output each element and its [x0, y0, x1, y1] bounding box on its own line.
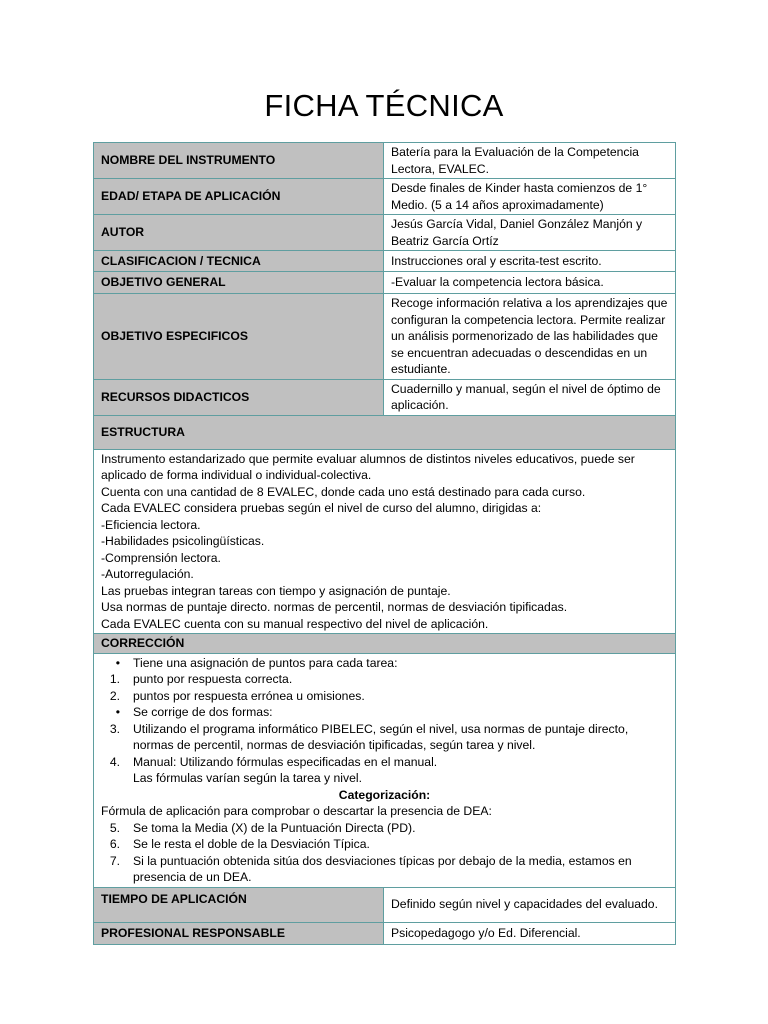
- row-label: OBJETIVO ESPECIFICOS: [94, 294, 384, 380]
- list-text: Se le resta el doble de la Desviación Típica.: [133, 837, 370, 851]
- list-text: Manual: Utilizando fórmulas especificadas en el manual.: [133, 754, 438, 769]
- table-row: [94, 179, 676, 215]
- estructura-line: Cada EVALEC considera pruebas según el nivel de curso del alumno, dirigidas a:: [101, 501, 542, 515]
- estructura-line: Las pruebas integran tareas con tiempo y asignación de puntaje.: [101, 583, 451, 598]
- list-item: [101, 671, 668, 688]
- list-text: Utilizando el programa informático PIBELEC, según el nivel, usa normas de puntaje directo, normas de percentil, normas de desviación tipificadas, según tarea y nivel.: [133, 721, 629, 752]
- row-label: TIEMPO DE APLICACIÓN: [94, 887, 384, 922]
- list-item: [101, 770, 668, 787]
- list-text: punto por respuesta correcta.: [133, 672, 293, 686]
- section-header-row: [94, 415, 676, 449]
- row-value: Batería para la Evaluación de la Competencia Lectora, EVALEC.: [384, 143, 676, 179]
- row-value: Cuadernillo y manual, según el nivel de óptimo de aplicación.: [384, 379, 676, 415]
- row-label: OBJETIVO GENERAL: [94, 272, 384, 294]
- categorizacion-intro: Fórmula de aplicación para comprobar o descartar la presencia de DEA:: [101, 804, 492, 818]
- table-row: [94, 922, 676, 944]
- ficha-table: [93, 142, 676, 945]
- estructura-line: -Eficiencia lectora.: [101, 517, 201, 532]
- row-label: NOMBRE DEL INSTRUMENTO: [94, 143, 384, 179]
- estructura-line: Usa normas de puntaje directo. normas de percentil, normas de desviación tipificadas.: [101, 600, 568, 614]
- correccion-header: CORRECCIÓN: [94, 634, 676, 654]
- list-text: Las fórmulas varían según la tarea y nivel.: [133, 771, 362, 785]
- table-row: [94, 251, 676, 272]
- list-item: [101, 721, 668, 754]
- row-value: Instrucciones oral y escrita-test escrito.: [384, 251, 676, 272]
- row-value: Desde finales de Kinder hasta comienzos de 1° Medio. (5 a 14 años aproximadamente): [384, 179, 676, 215]
- estructura-line: Instrumento estandarizado que permite evaluar alumnos de distintos niveles educativos, puede ser aplicado de forma individual o individual-colectiva.: [101, 451, 635, 482]
- list-item: [101, 704, 668, 721]
- table-row: [94, 143, 676, 179]
- list-text: puntos por respuesta errónea u omisiones.: [133, 688, 365, 703]
- table-row: [94, 294, 676, 380]
- list-marker: 6.: [109, 837, 120, 851]
- list-marker: 1.: [109, 672, 120, 686]
- list-marker: 3.: [109, 721, 120, 736]
- correccion-body: [94, 653, 676, 887]
- row-label: PROFESIONAL RESPONSABLE: [94, 922, 384, 944]
- list-marker: 5.: [109, 820, 120, 835]
- row-value: Recoge información relativa a los aprendizajes que configuran la competencia lectora. Permite realizar un análisis pormenorizado de las habilidades que se encuentran adecuadas o descendidas en un estudiante.: [384, 294, 676, 380]
- list-item: [101, 754, 668, 771]
- list-text: Tiene una asignación de puntos para cada tarea:: [133, 655, 398, 670]
- row-value: Psicopedagogo y/o Ed. Diferencial.: [384, 922, 676, 944]
- list-marker: [101, 770, 133, 787]
- list-item: [101, 836, 668, 853]
- categorizacion-title: Categorización:: [338, 787, 431, 802]
- list-text: Se toma la Media (X) de la Puntuación Directa (PD).: [133, 820, 416, 835]
- section-header-row: [94, 634, 676, 654]
- list-marker: 4.: [109, 754, 120, 769]
- list-item: [101, 853, 668, 886]
- list-item: [101, 820, 668, 837]
- table-row: [94, 215, 676, 251]
- estructura-line: Cada EVALEC cuenta con su manual respectivo del nivel de aplicación.: [101, 616, 489, 631]
- list-text: Se corrige de dos formas:: [133, 705, 273, 719]
- estructura-header: ESTRUCTURA: [94, 415, 676, 449]
- estructura-line: -Habilidades psicolingüísticas.: [101, 534, 265, 548]
- page-title: FICHA TÉCNICA: [264, 88, 504, 123]
- row-label: RECURSOS DIDACTICOS: [94, 379, 384, 415]
- row-label: AUTOR: [94, 215, 384, 251]
- estructura-body-row: [94, 449, 676, 634]
- row-label: CLASIFICACION / TECNICA: [94, 251, 384, 272]
- estructura-line: Cuenta con una cantidad de 8 EVALEC, donde cada uno está destinado para cada curso.: [101, 484, 586, 499]
- correccion-body-row: [94, 653, 676, 887]
- table-row: [94, 379, 676, 415]
- row-value: -Evaluar la competencia lectora básica.: [384, 272, 676, 294]
- estructura-line: -Comprensión lectora.: [101, 550, 221, 565]
- row-label: EDAD/ ETAPA DE APLICACIÓN: [94, 179, 384, 215]
- list-item: [101, 688, 668, 705]
- list-marker: •: [115, 705, 120, 719]
- list-marker: 7.: [109, 853, 120, 868]
- table-row: [94, 887, 676, 922]
- list-item: [101, 655, 668, 672]
- list-marker: •: [115, 655, 120, 670]
- estructura-line: -Autorregulación.: [101, 567, 194, 581]
- row-value: Definido según nivel y capacidades del evaluado.: [384, 887, 676, 922]
- list-marker: 2.: [109, 688, 120, 703]
- estructura-body: [94, 449, 676, 634]
- table-row: [94, 272, 676, 294]
- row-value: Jesús García Vidal, Daniel González Manjón y Beatriz García Ortíz: [384, 215, 676, 251]
- list-text: Si la puntuación obtenida sitúa dos desviaciones típicas por debajo de la media, estamos en presencia de un DEA.: [133, 853, 632, 884]
